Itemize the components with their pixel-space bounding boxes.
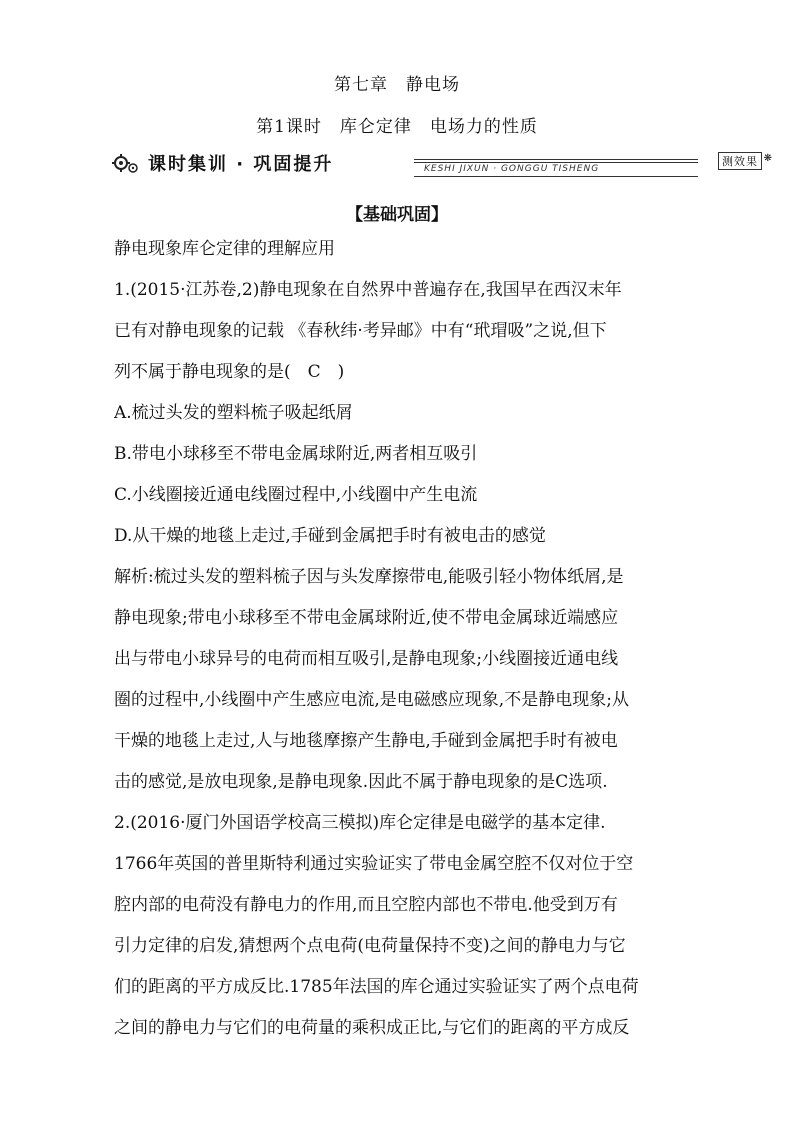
text-line: 击的感觉,是放电现象,是静电现象.因此不属于静电现象的是C选项.	[114, 772, 608, 792]
text-line: B.带电小球移至不带电金属球附近,两者相互吸引	[114, 444, 478, 464]
banner-pinyin: KESHI JIXUN · GONGGU TISHENG	[424, 164, 600, 174]
text-line: 2.(2016·厦门外国语学校高三模拟)库仑定律是电磁学的基本定律.	[114, 813, 606, 833]
text-line: 干燥的地毯上走过,人与地毯摩擦产生静电,手碰到金属把手时有被电	[114, 731, 618, 751]
text-line: 们的距离的平方成反比.1785年法国的库仑通过实验证实了两个点电荷	[114, 977, 639, 997]
section-banner	[112, 150, 772, 178]
banner-title: 课时集训 · 巩固提升	[148, 154, 334, 175]
banner-divider	[414, 159, 698, 163]
text-line: 出与带电小球异号的电荷而相互吸引,是静电现象;小线圈接近通电线	[114, 649, 619, 669]
text-line: 之间的静电力与它们的电荷量的乘积成正比,与它们的距离的平方成反	[114, 1018, 630, 1038]
text-line: D.从干燥的地毯上走过,手碰到金属把手时有被电击的感觉	[114, 526, 546, 546]
section-title: 【基础巩固】	[346, 205, 448, 225]
text-line: 腔内部的电荷没有静电力的作用,而且空腔内部也不带电.他受到万有	[114, 895, 618, 915]
lesson-title: 第1课时 库仑定律 电场力的性质	[256, 117, 538, 137]
text-line: 引力定律的启发,猜想两个点电荷(电荷量保持不变)之间的静电力与它	[114, 936, 626, 956]
text-line: 1766年英国的普里斯特利通过实验证实了带电金属空腔不仅对位于空	[114, 854, 634, 874]
flower-icon: ❋	[763, 153, 772, 164]
text-line: 已有对静电现象的记载 《春秋纬·考异邮》中有“玳瑁吸”之说,但下	[114, 321, 607, 341]
text-line: 静电现象库仑定律的理解应用	[114, 239, 335, 259]
text-line: C.小线圈接近通电线圈过程中,小线圈中产生电流	[114, 485, 478, 505]
banner-divider-bottom	[414, 176, 698, 177]
banner-tag: 测效果	[718, 152, 762, 170]
chapter-title: 第七章 静电场	[334, 75, 460, 95]
text-line: 圈的过程中,小线圈中产生感应电流,是电磁感应现象,不是静电现象;从	[114, 690, 629, 710]
text-line: 列不属于静电现象的是( C )	[114, 362, 345, 382]
text-line: A.梳过头发的塑料梳子吸起纸屑	[114, 403, 353, 423]
content-body	[114, 229, 686, 1049]
text-line: 解析:梳过头发的塑料梳子因与头发摩擦带电,能吸引轻小物体纸屑,是	[114, 567, 624, 587]
text-line: 1.(2015·江苏卷,2)静电现象在自然界中普遍存在,我国早在西汉末年	[114, 280, 622, 300]
text-line: 静电现象;带电小球移至不带电金属球附近,使不带电金属球近端感应	[114, 608, 619, 628]
gear-icon	[112, 152, 140, 174]
